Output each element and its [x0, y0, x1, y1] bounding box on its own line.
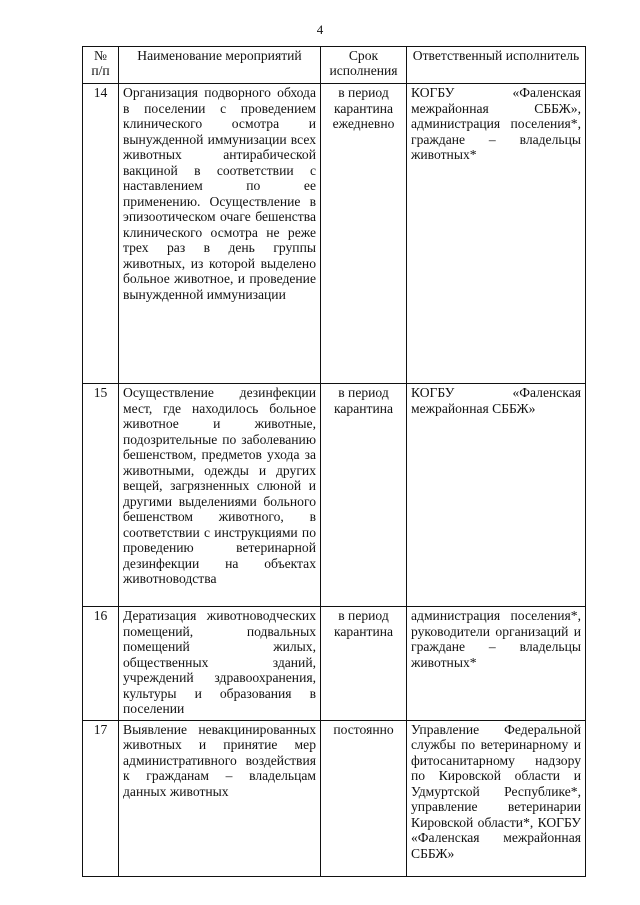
table-row: [83, 84, 586, 384]
row-responsible: Управление Федеральной службы по ветеринарному и фитосанитарному надзору по Кировской области и Удмуртской Республике*, управление ветеринарии Кировской области*, КОГБУ «Фаленская межрайонная СББЖ»: [407, 720, 586, 876]
row-responsible: администрация поселения*, руководители организаций и граждане – владельцы животных*: [407, 607, 586, 721]
row-num: 15: [83, 384, 119, 607]
header-term: Срок исполнения: [321, 47, 407, 84]
row-num: 16: [83, 607, 119, 721]
table-row: [83, 384, 586, 607]
row-term: постоянно: [321, 720, 407, 876]
row-num: 17: [83, 720, 119, 876]
header-responsible: Ответственный исполнитель: [407, 47, 586, 84]
table-row: [83, 720, 586, 876]
row-name: Организация подворного обхода в поселении с проведением клинического осмотра и вынужденной иммунизации всех животных антирабической вакциной в соответствии с наставлением по ее применению. Осуществление в эпизоотическом очаге бешенства клинического осмотра не реже трех раз в день группы животных, из которой выделено больное животное, и проведение вынужденной иммунизации: [119, 84, 321, 384]
row-responsible: КОГБУ «Фаленская межрайонная СББЖ»: [407, 384, 586, 607]
row-term: в период карантина ежедневно: [321, 84, 407, 384]
row-name: Выявление невакцинированных животных и принятие мер административного воздействия к гражданам – владельцам данных животных: [119, 720, 321, 876]
table-row: [83, 607, 586, 721]
row-num: 14: [83, 84, 119, 384]
row-name: Осуществление дезинфекции мест, где находилось больное животное и животные, подозрительные по заболеванию бешенством, предметов ухода за животными, одежды и других вещей, загрязненных слюной и другими выделениями больного бешенством животного, в соответствии с инструкциями по проведению ветеринарной дезинфекции на объектах животноводства: [119, 384, 321, 607]
row-term: в период карантина: [321, 384, 407, 607]
table-header-row: [83, 47, 586, 84]
page-number: 4: [316, 22, 324, 37]
header-num: № п/п: [83, 47, 119, 84]
row-term: в период карантина: [321, 607, 407, 721]
row-name: Дератизация животноводческих помещений, подвальных помещений жилых, общественных зданий, учреждений здравоохранения, культуры и образования в поселении: [119, 607, 321, 721]
header-name: Наименование мероприятий: [119, 47, 321, 84]
measures-table: [82, 46, 586, 877]
row-responsible: КОГБУ «Фаленская межрайонная СББЖ», администрация поселения*, граждане – владельцы животных*: [407, 84, 586, 384]
